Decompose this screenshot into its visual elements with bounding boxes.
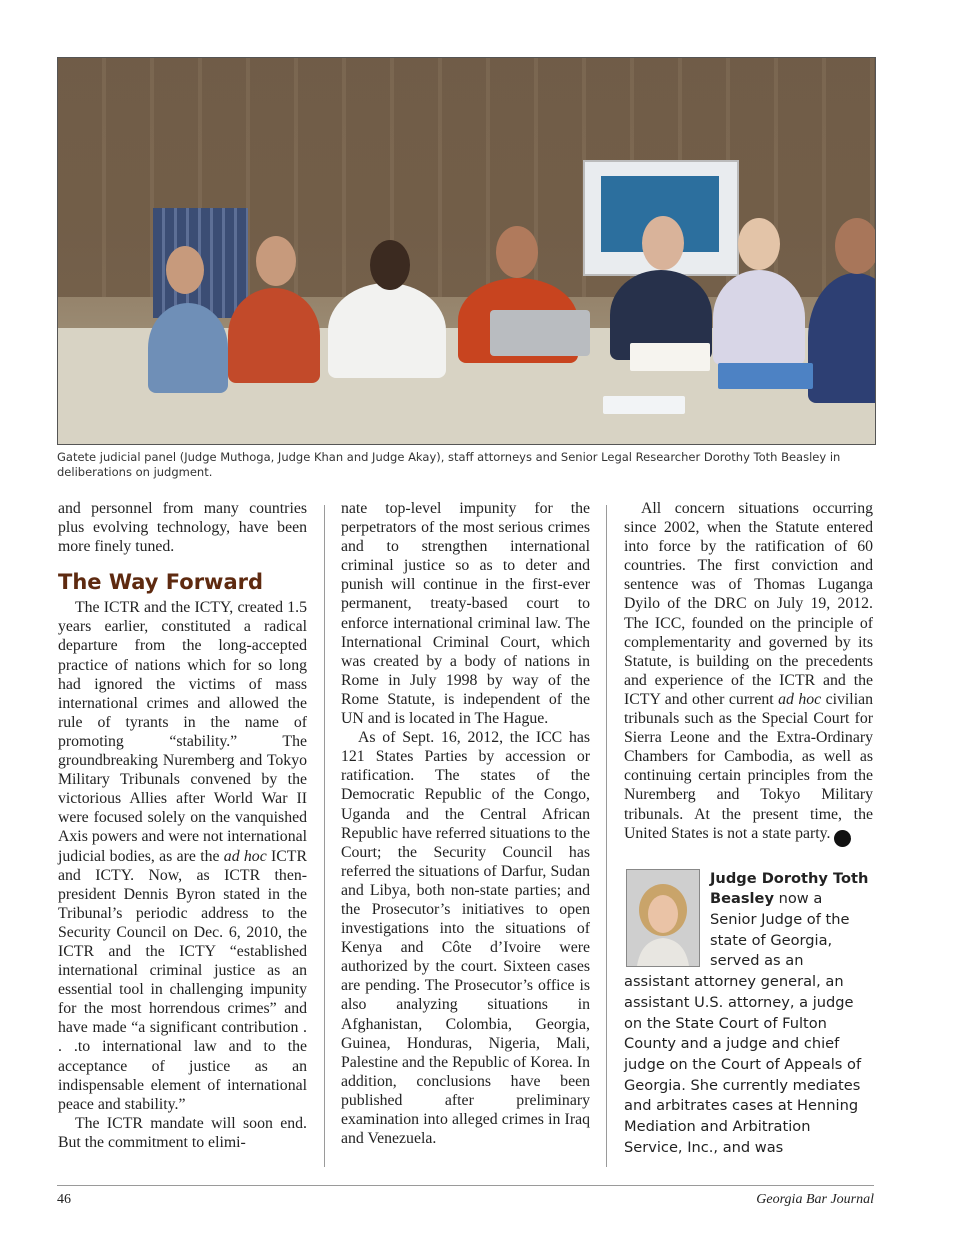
paragraph: The ICTR and the ICTY, created 1.5 years earlier, constituted a radical departure from the long-accepted practice of nations which for so long had ignored the victims of mass international crimes and allowed the rule of tyrants in the name of promoting “stability.” The groundbreaking Nuremberg and Tokyo Military Tribunals convened by the victorious Allies after World War II were focused solely on the vanquished Axis powers and were not international judicial bodies, as are the ad hoc ICTR and ICTY. Now, as ICTR then-president Dennis Byron stated in the Tribunal’s periodic address to the Security Council on Dec. 6, 2010, the ICTR and the ICTY “established international criminal justice as an essential tool in challenging impunity for the most horrendous crimes” and have made “a significant contribution . . .to international law and to the acceptance of justice as an indispensable element of international peace and stability.” [58,599,307,1113]
author-bio-text: now a Senior Judge of the state of Georgia, served as an assistant attorney general, an assistant U.S. attorney, a judge on the State Court of Fulton County and a judge and chief judge on the Court of Appeals of Georgia. She currently mediates and arbitrates cases at Henning Mediation and Arbitration Service, Inc., and was [624,890,862,1156]
figure-caption: Gatete judicial panel (Judge Muthoga, Judge Khan and Judge Akay), staff attorneys and Senior Legal Researcher Dorothy Toth Beasley in deliberations on judgment. [57,450,841,479]
author-name: Judge Dorothy Toth Beasley [710,869,869,908]
column-divider [324,505,325,1167]
column-1 [58,499,307,1152]
footer-rule [57,1185,874,1186]
column-divider [606,505,607,1167]
journal-name: Georgia Bar Journal [756,1192,874,1207]
paragraph: The ICTR mandate will soon end. But the commitment to elimi- [58,1114,307,1151]
paragraph: As of Sept. 16, 2012, the ICC has 121 States Parties by accession or ratification. The states of the Democratic Republic of the Congo, Uganda and the Central African Republic have referred situations to the Court; the Security Council has referred the situations of Darfur, Sudan and Libya, both non-state parties; and the Prosecutor’s initiatives to open investigations into the situations of Kenya and Côte d’Ivoire were authorized by the court. Sixteen cases are pending. The Prosecutor’s office is also analyzing situations in Afghanistan, Colombia, Georgia, Guinea, Honduras, Nigeria, Mali, Palestine and the Republic of Korea. In addition, conclusions have been published after preliminary examination into alleged crimes in Iraq and Venezuela. [341,729,590,1148]
column-2 [341,499,590,1148]
paragraph: nate top-level impunity for the perpetrators of the most serious crimes and to strengthen international criminal justice so as to deter and punish will continue in the first-ever permanent, treaty-based court to enforce international criminal law. The International Criminal Court, which was created by a body of nations in Rome in July 1998 by way of the Rome Statute, is independent of the UN and is located in The Hague. [341,500,590,728]
author-headshot [626,869,700,967]
end-mark-icon: GBJ [834,830,851,847]
section-heading: The Way Forward [58,570,264,595]
column-3 [624,499,873,1158]
paragraph: All concern situations occurring since 2002, when the Statute entered into force by the ratification of 60 countries. The first conviction and sentence was of Thomas Luganga Dyilo of the DRC on July 19, 2012. The ICC, founded on the principle of complementarity and governed by its Statute, is building on the precedents and experience of the ICTR and the ICTY and other current ad hoc civilian tribunals such as the Special Court for Sierra Leone and the Extra-Ordinary Chambers for Cambodia, as well as continuing certain principles from the Nuremberg and Tokyo Military tribunals. At the present time, the United States is not a state party. GBJ [624,499,873,847]
page-number: 46 [57,1192,71,1207]
paragraph: and personnel from many countries plus evolving technology, have been more finely tuned. [58,500,307,556]
author-bio [624,869,873,1159]
figure-photo [57,57,876,445]
